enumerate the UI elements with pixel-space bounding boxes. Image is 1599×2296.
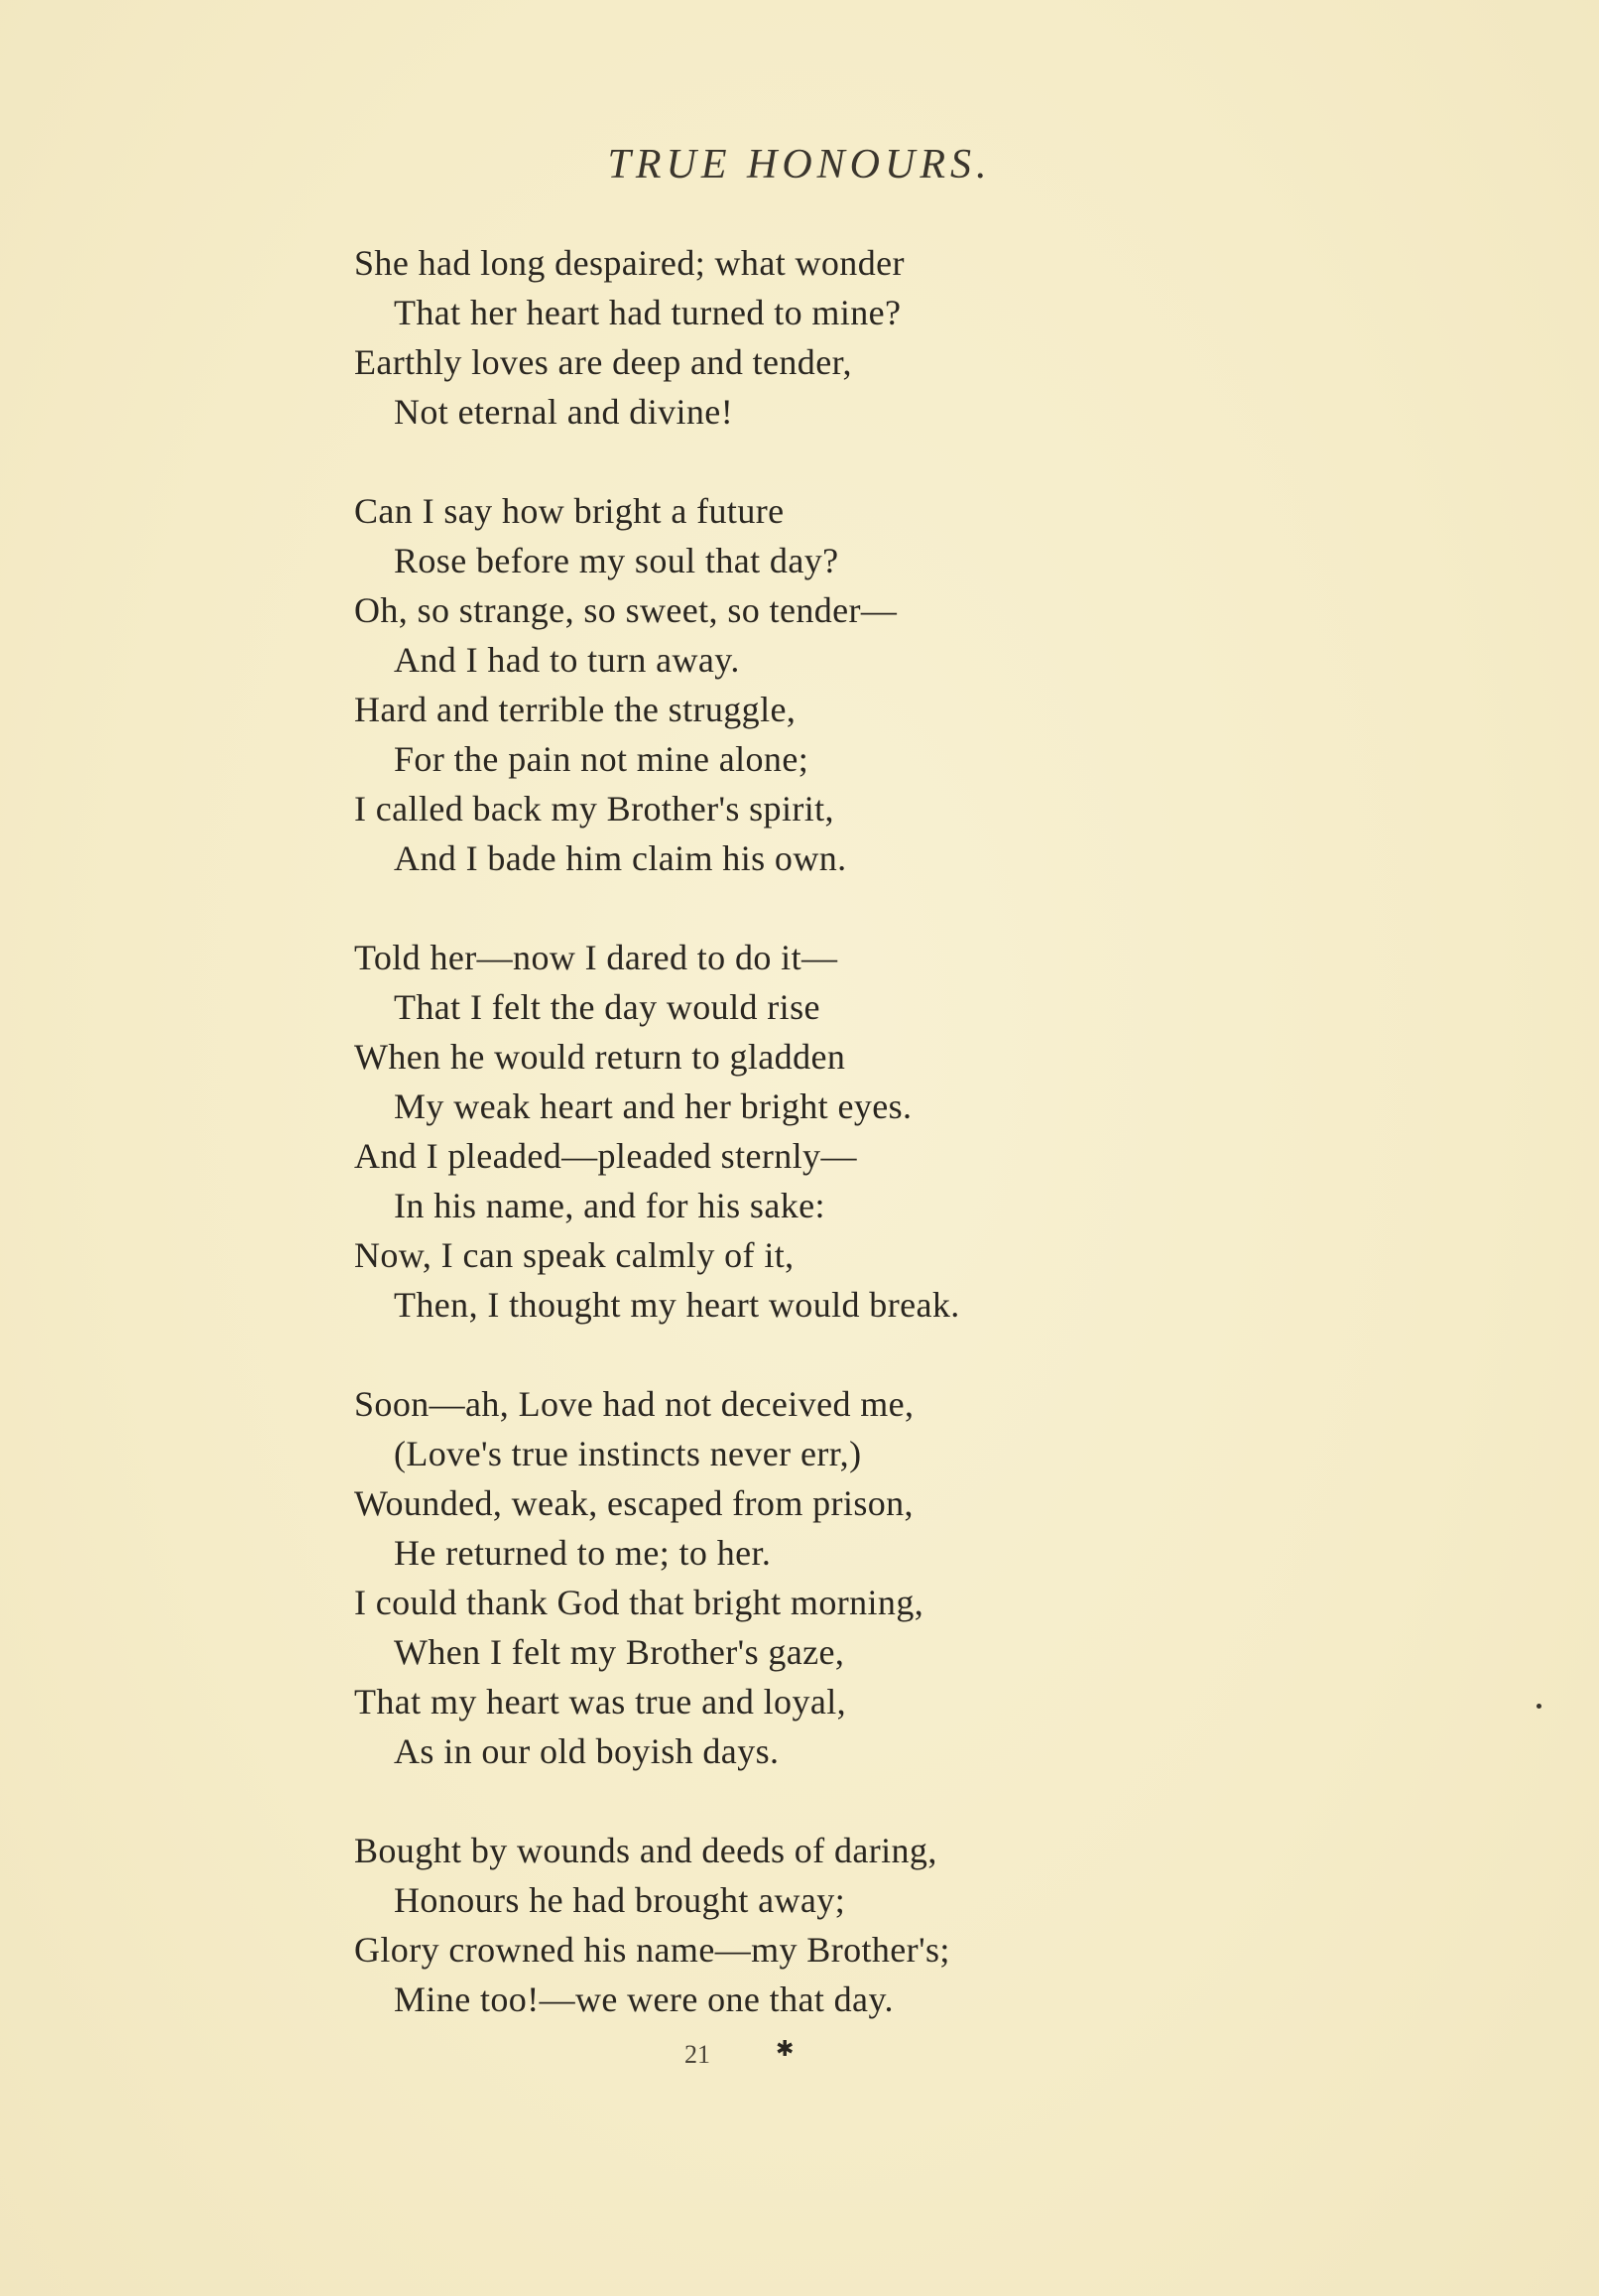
poem-line: When I felt my Brother's gaze,: [394, 1632, 845, 1672]
poem-line: She had long despaired; what wonder: [354, 243, 905, 283]
poem-line: For the pain not mine alone;: [394, 739, 809, 779]
poem-line: That I felt the day would rise: [394, 987, 820, 1027]
stanza: [354, 486, 1495, 883]
poem-line: Can I say how bright a future: [354, 491, 785, 531]
poem-line: That her heart had turned to mine?: [394, 293, 902, 332]
stanza: [354, 238, 1495, 437]
page-number: 21: [684, 2040, 710, 2069]
poem-line: He returned to me; to her.: [394, 1533, 772, 1573]
poem-line: Wounded, weak, escaped from prison,: [354, 1483, 914, 1523]
poem-line: And I bade him claim his own.: [394, 838, 847, 878]
ink-speck: [1537, 1704, 1541, 1709]
poem-line: Rose before my soul that day?: [394, 541, 839, 580]
poem-line: Soon—ah, Love had not deceived me,: [354, 1384, 915, 1424]
poem-line: When he would return to gladden: [354, 1037, 846, 1077]
poem-line: My weak heart and her bright eyes.: [394, 1086, 913, 1126]
poem-line: Now, I can speak calmly of it,: [354, 1235, 795, 1275]
poem-line: (Love's true instincts never err,): [394, 1434, 862, 1473]
poem-line: Told her—now I dared to do it—: [354, 938, 838, 977]
poem-line: Honours he had brought away;: [394, 1880, 846, 1920]
poem-line: Bought by wounds and deeds of daring,: [354, 1831, 937, 1870]
poem-line: In his name, and for his sake:: [394, 1186, 825, 1225]
poem-line: Hard and terrible the struggle,: [354, 690, 797, 729]
ornament-icon: ✱: [776, 2036, 795, 2061]
poem-line: I could thank God that bright morning,: [354, 1583, 924, 1622]
poem-line: I called back my Brother's spirit,: [354, 789, 834, 829]
poem-line: Mine too!—we were one that day.: [394, 1979, 894, 2019]
poem-line: And I pleaded—pleaded sternly—: [354, 1136, 857, 1176]
stanza: [354, 933, 1495, 1330]
poem-line: Glory crowned his name—my Brother's;: [354, 1930, 950, 1970]
poem-line: Then, I thought my heart would break.: [394, 1285, 960, 1325]
poem-line: Oh, so strange, so sweet, so tender—: [354, 590, 898, 630]
stanza: [354, 1826, 1495, 2024]
poem-line: As in our old boyish days.: [394, 1731, 780, 1771]
poem-body: [354, 238, 1495, 2074]
poem-line: Earthly loves are deep and tender,: [354, 342, 852, 382]
stanza: [354, 1379, 1495, 1776]
poem-line: Not eternal and divine!: [394, 392, 734, 432]
poem-line: That my heart was true and loyal,: [354, 1682, 847, 1722]
poem-line: And I had to turn away.: [394, 640, 740, 680]
running-title: TRUE HONOURS.: [607, 142, 992, 188]
